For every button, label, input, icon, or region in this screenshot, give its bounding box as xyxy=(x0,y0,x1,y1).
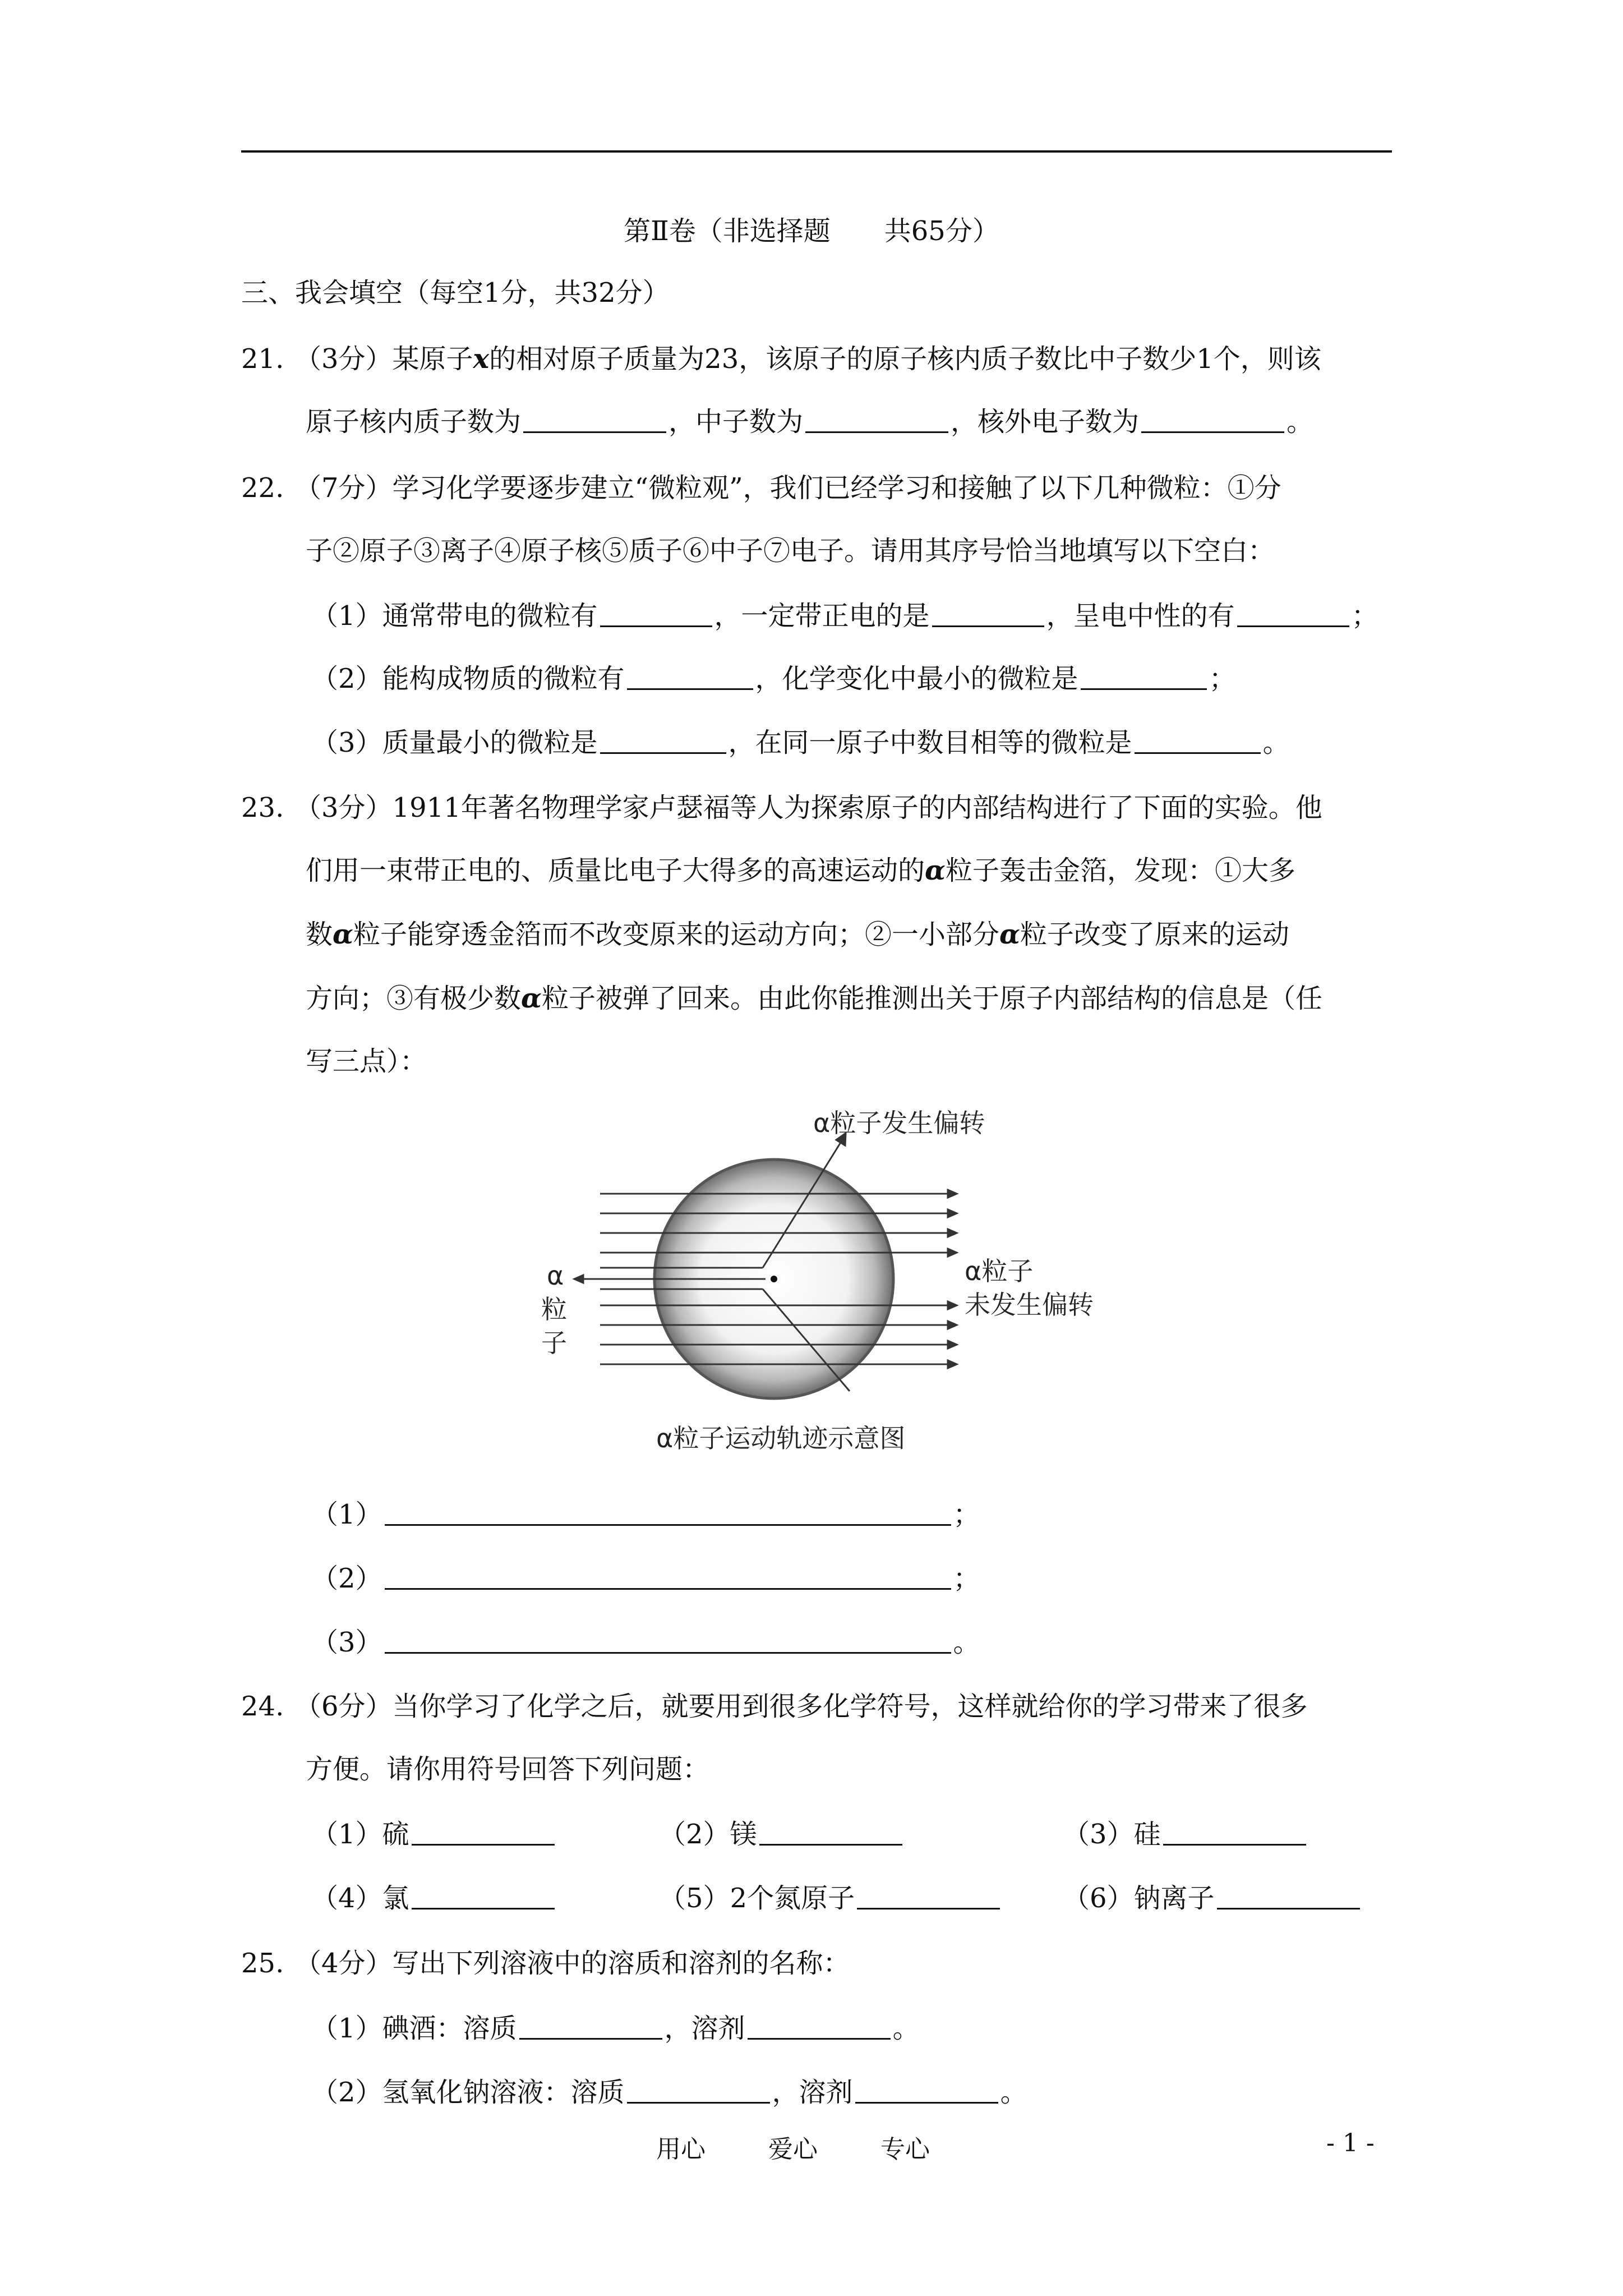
q24-line1: （6分）当你学习了化学之后，就要用到很多化学符号，这样就给你的学习带来了很多 xyxy=(294,1691,1308,1722)
q21-line2: 原子核内质子数为 ，中子数为 ，核外电子数为 。 xyxy=(306,406,1314,438)
q23-line2: 们用一束带正电的、质量比电子大得多的高速运动的α粒子轰击金箔，发现：①大多 xyxy=(306,855,1295,886)
q24-item-1: （1）硫 xyxy=(311,1818,557,1851)
q25-number: 25. xyxy=(241,1948,284,1979)
alpha-scattering-figure xyxy=(527,1099,1144,1470)
q23-line4: 方向；③有极少数α粒子被弹了回来。由此你能推测出关于原子内部结构的信息是（任 xyxy=(306,983,1322,1014)
q25-sub2: （2）氢氧化钠溶液：溶质 ，溶剂 。 xyxy=(311,2077,1027,2108)
q22-sub2: （2）能构成物质的微粒有 ，化学变化中最小的微粒是 ； xyxy=(311,663,1236,694)
q24-blank-2[interactable] xyxy=(759,1821,902,1846)
q24-item-4: （4）氯 xyxy=(311,1881,557,1915)
q22-blank-matter[interactable] xyxy=(627,666,753,690)
figure-label-deflected: α粒子发生偏转 xyxy=(813,1108,985,1138)
q22-line2: 子②原子③离子④原子核⑤质子⑥中子⑦电子。请用其序号恰当地填写以下空白： xyxy=(306,535,1275,567)
q23-answer-1: （1） ； xyxy=(311,1499,980,1530)
q23-line5: 写三点）： xyxy=(306,1046,427,1077)
q24-blank-3[interactable] xyxy=(1163,1821,1306,1846)
q25-blank-solute-2[interactable] xyxy=(627,2079,770,2104)
q24-blank-4[interactable] xyxy=(412,1885,555,1910)
q23-answer-3: （3） 。 xyxy=(311,1627,980,1658)
q23-line1: （3分）1911年著名物理学家卢瑟福等人为探索原子的内部结构进行了下面的实验。他 xyxy=(294,792,1322,823)
footer-motto-1: 用心 xyxy=(656,2135,706,2164)
figure-label-undeflected-1: α粒子 xyxy=(965,1256,1034,1286)
q22-blank-neutral[interactable] xyxy=(1237,603,1349,627)
q24-item-6: （6）钠离子 xyxy=(1063,1881,1362,1915)
q25-line1: （4分）写出下列溶液中的溶质和溶剂的名称： xyxy=(294,1948,850,1979)
q23-number: 23. xyxy=(241,792,284,823)
q23-blank-2[interactable] xyxy=(385,1566,951,1590)
q22-blank-smallest-chem[interactable] xyxy=(1081,666,1207,690)
q23-blank-3[interactable] xyxy=(385,1630,951,1654)
q22-sub3: （3）质量最小的微粒是 ，在同一原子中数目相等的微粒是 。 xyxy=(311,727,1290,758)
q22-blank-equal-count[interactable] xyxy=(1135,730,1261,754)
figure-label-alpha-2: 粒 xyxy=(541,1294,567,1324)
q24-item-3: （3）硅 xyxy=(1063,1818,1308,1851)
q24-line2: 方便。请你用符号回答下列问题： xyxy=(306,1754,710,1785)
q22-blank-lightest[interactable] xyxy=(600,730,726,754)
q25-blank-solute-1[interactable] xyxy=(519,2016,662,2040)
footer-motto-2: 爱心 xyxy=(768,2135,818,2164)
q25-blank-solvent-1[interactable] xyxy=(748,2016,891,2040)
page-number: - 1 - xyxy=(1326,2129,1375,2157)
figure-label-alpha-1: α xyxy=(547,1260,564,1291)
q23-line3: 数α粒子能穿透金箔而不改变原来的运动方向；②一小部分α粒子改变了原来的运动 xyxy=(306,919,1289,950)
q22-line1: （7分）学习化学要逐步建立“微粒观”，我们已经学习和接触了以下几种微粒：①分 xyxy=(294,472,1281,504)
q22-blank-positive[interactable] xyxy=(932,603,1044,627)
q21-number: 21. xyxy=(241,343,284,375)
q24-item-2: （2）镁 xyxy=(659,1818,905,1851)
q24-item-5: （5）2个氮原子 xyxy=(659,1881,1002,1915)
q21-line1: （3分）某原子x的相对原子质量为23，该原子的原子核内质子数比中子数少1个，则该 xyxy=(294,343,1321,375)
q25-blank-solvent-2[interactable] xyxy=(855,2079,998,2104)
figure-label-alpha-3: 子 xyxy=(541,1328,567,1358)
q24-number: 24. xyxy=(241,1691,284,1722)
header-rule xyxy=(241,150,1392,153)
q23-answer-2: （2） ； xyxy=(311,1563,980,1594)
section-title: 第Ⅱ卷（非选择题 共65分） xyxy=(624,215,999,247)
q25-sub1: （1）碘酒：溶质 ，溶剂 。 xyxy=(311,2013,920,2044)
q21-blank-protons[interactable] xyxy=(523,409,666,433)
q22-number: 22. xyxy=(241,472,284,504)
figure-caption: α粒子运动轨迹示意图 xyxy=(656,1423,906,1453)
q22-sub1: （1）通常带电的微粒有 ，一定带正电的是 ，呈电中性的有 ； xyxy=(311,600,1378,632)
q23-blank-1[interactable] xyxy=(385,1502,951,1526)
q24-blank-5[interactable] xyxy=(857,1885,1000,1910)
q24-blank-1[interactable] xyxy=(412,1821,555,1846)
figure-label-undeflected-2: 未发生偏转 xyxy=(965,1290,1094,1320)
q24-blank-6[interactable] xyxy=(1217,1885,1360,1910)
q21-blank-electrons[interactable] xyxy=(1141,409,1284,433)
footer-motto-3: 专心 xyxy=(880,2135,930,2164)
q21-variable: x xyxy=(473,343,490,375)
q21-blank-neutrons[interactable] xyxy=(805,409,948,433)
q22-blank-charged[interactable] xyxy=(600,603,712,627)
part-heading: 三、我会填空（每空1分，共32分） xyxy=(241,277,670,309)
nucleus-dot xyxy=(771,1276,777,1282)
